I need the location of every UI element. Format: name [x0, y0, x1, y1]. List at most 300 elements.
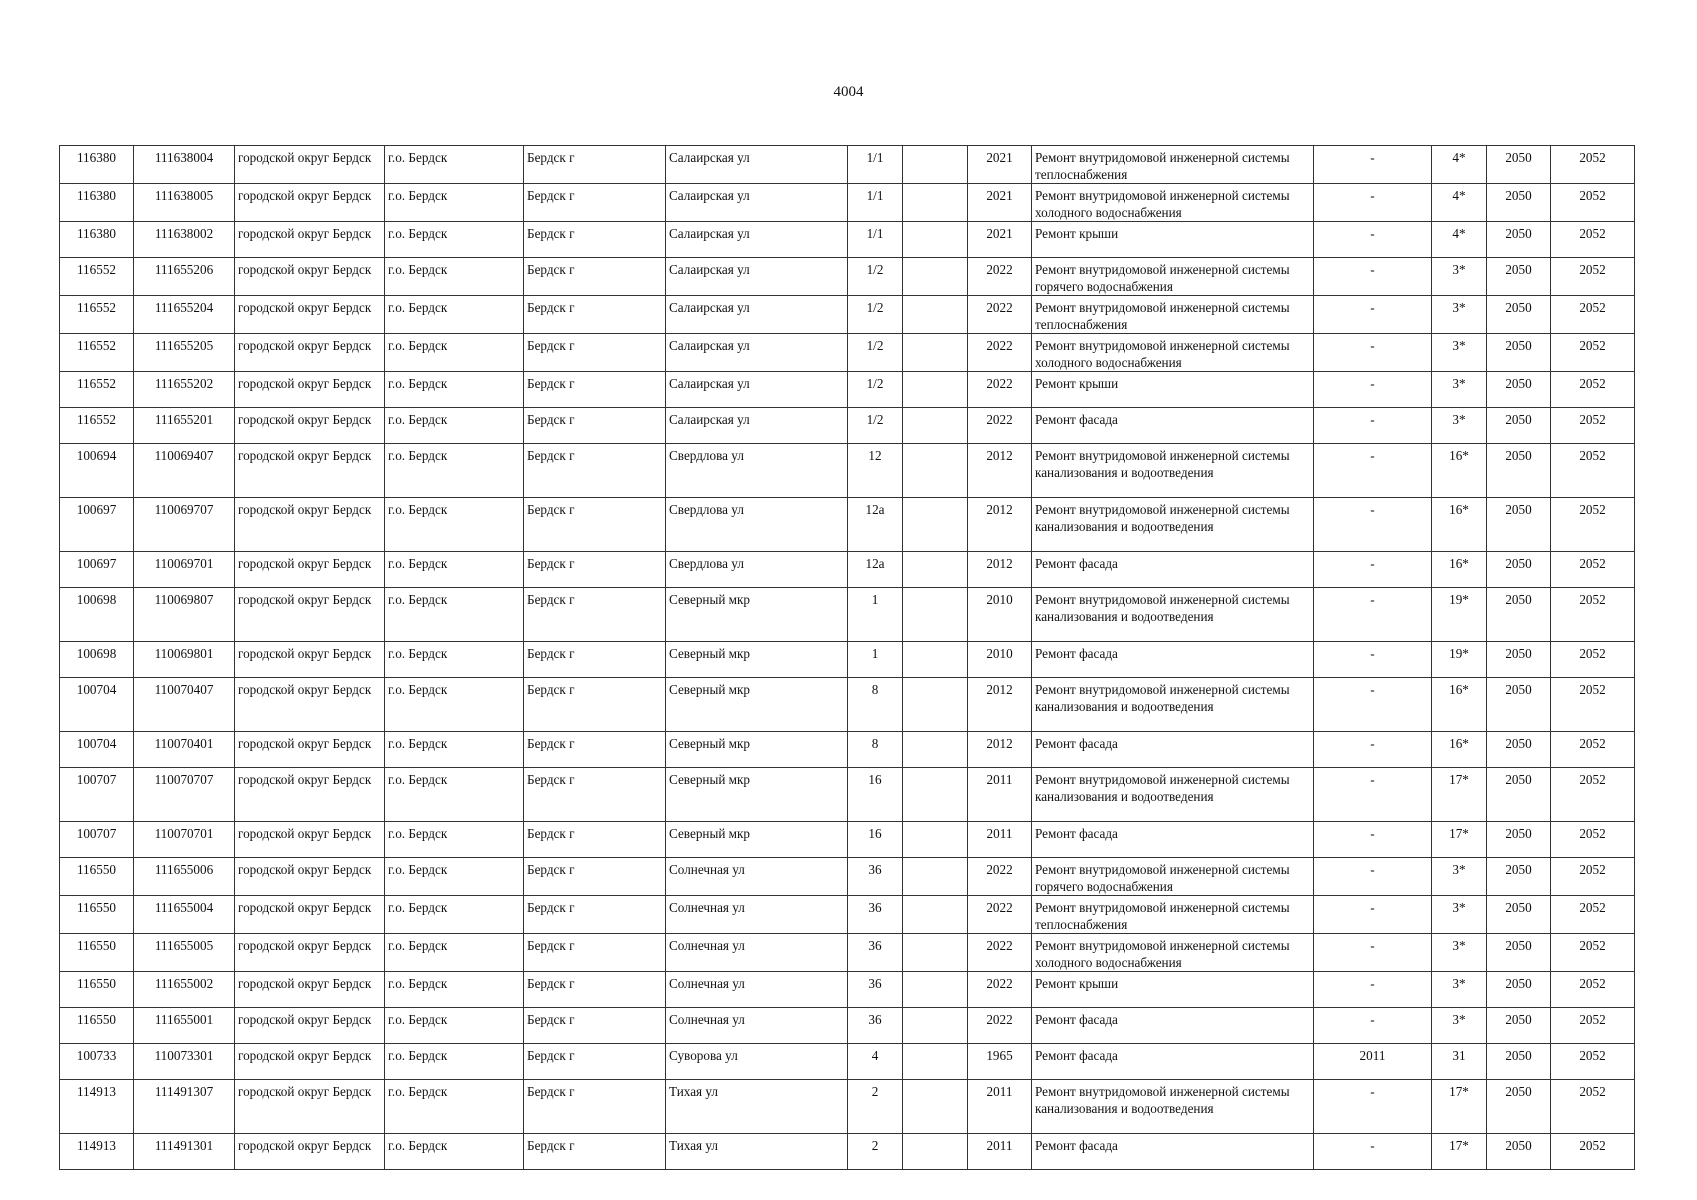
- work-type-cell: Ремонт фасада: [1032, 552, 1314, 588]
- table-row: [60, 334, 1635, 372]
- city-cell: Бердск г: [524, 642, 666, 678]
- plan-start-cell: 2050: [1487, 444, 1551, 498]
- house-id-cell: 116552: [60, 258, 134, 296]
- plan-end-cell: 2052: [1551, 934, 1635, 972]
- work-type-cell: Ремонт фасада: [1032, 642, 1314, 678]
- plan-end-cell: 2052: [1551, 372, 1635, 408]
- plan-end-cell: 2052: [1551, 408, 1635, 444]
- district-cell: городской округ Бердск: [235, 972, 385, 1008]
- city-cell: Бердск г: [524, 1134, 666, 1170]
- last-repair-cell: -: [1314, 552, 1432, 588]
- element-code-cell: 111638005: [134, 184, 235, 222]
- element-code-cell: 111655005: [134, 934, 235, 972]
- wear-cell: 17*: [1432, 1134, 1487, 1170]
- table-row: [60, 822, 1635, 858]
- district-cell: городской округ Бердск: [235, 732, 385, 768]
- building-cell: [903, 1008, 968, 1044]
- house-number-cell: 1/1: [848, 146, 903, 184]
- municipality-cell: г.о. Бердск: [385, 146, 524, 184]
- year-built-cell: 1965: [968, 1044, 1032, 1080]
- city-cell: Бердск г: [524, 678, 666, 732]
- year-built-cell: 2011: [968, 1080, 1032, 1134]
- element-code-cell: 111655206: [134, 258, 235, 296]
- table-row: [60, 1080, 1635, 1134]
- last-repair-cell: -: [1314, 408, 1432, 444]
- district-cell: городской округ Бердск: [235, 184, 385, 222]
- plan-end-cell: 2052: [1551, 498, 1635, 552]
- last-repair-cell: -: [1314, 334, 1432, 372]
- building-cell: [903, 1080, 968, 1134]
- house-number-cell: 8: [848, 732, 903, 768]
- city-cell: Бердск г: [524, 296, 666, 334]
- plan-end-cell: 2052: [1551, 768, 1635, 822]
- table-row: [60, 222, 1635, 258]
- element-code-cell: 110069707: [134, 498, 235, 552]
- wear-cell: 3*: [1432, 334, 1487, 372]
- district-cell: городской округ Бердск: [235, 934, 385, 972]
- house-id-cell: 116380: [60, 222, 134, 258]
- street-cell: Салаирская ул: [666, 296, 848, 334]
- house-id-cell: 116552: [60, 334, 134, 372]
- plan-end-cell: 2052: [1551, 896, 1635, 934]
- building-cell: [903, 858, 968, 896]
- district-cell: городской округ Бердск: [235, 1044, 385, 1080]
- building-cell: [903, 444, 968, 498]
- house-id-cell: 116380: [60, 146, 134, 184]
- street-cell: Солнечная ул: [666, 858, 848, 896]
- house-id-cell: 100707: [60, 822, 134, 858]
- city-cell: Бердск г: [524, 1044, 666, 1080]
- year-built-cell: 2012: [968, 732, 1032, 768]
- house-id-cell: 116550: [60, 934, 134, 972]
- year-built-cell: 2021: [968, 222, 1032, 258]
- wear-cell: 3*: [1432, 858, 1487, 896]
- work-type-cell: Ремонт крыши: [1032, 222, 1314, 258]
- plan-start-cell: 2050: [1487, 972, 1551, 1008]
- last-repair-cell: -: [1314, 732, 1432, 768]
- district-cell: городской округ Бердск: [235, 222, 385, 258]
- year-built-cell: 2022: [968, 408, 1032, 444]
- wear-cell: 3*: [1432, 372, 1487, 408]
- element-code-cell: 110069801: [134, 642, 235, 678]
- element-code-cell: 111655202: [134, 372, 235, 408]
- last-repair-cell: -: [1314, 642, 1432, 678]
- plan-end-cell: 2052: [1551, 184, 1635, 222]
- plan-start-cell: 2050: [1487, 678, 1551, 732]
- table-row: [60, 372, 1635, 408]
- house-id-cell: 114913: [60, 1080, 134, 1134]
- table-row: [60, 678, 1635, 732]
- plan-start-cell: 2050: [1487, 258, 1551, 296]
- year-built-cell: 2022: [968, 372, 1032, 408]
- building-cell: [903, 934, 968, 972]
- last-repair-cell: -: [1314, 258, 1432, 296]
- district-cell: городской округ Бердск: [235, 498, 385, 552]
- last-repair-cell: -: [1314, 1080, 1432, 1134]
- plan-start-cell: 2050: [1487, 222, 1551, 258]
- year-built-cell: 2022: [968, 896, 1032, 934]
- wear-cell: 3*: [1432, 296, 1487, 334]
- last-repair-cell: -: [1314, 588, 1432, 642]
- plan-end-cell: 2052: [1551, 222, 1635, 258]
- table-row: [60, 1044, 1635, 1080]
- house-number-cell: 2: [848, 1134, 903, 1170]
- house-number-cell: 1: [848, 588, 903, 642]
- city-cell: Бердск г: [524, 1008, 666, 1044]
- wear-cell: 17*: [1432, 768, 1487, 822]
- plan-start-cell: 2050: [1487, 822, 1551, 858]
- municipality-cell: г.о. Бердск: [385, 184, 524, 222]
- municipality-cell: г.о. Бердск: [385, 588, 524, 642]
- year-built-cell: 2022: [968, 334, 1032, 372]
- house-number-cell: 8: [848, 678, 903, 732]
- house-number-cell: 1/1: [848, 222, 903, 258]
- element-code-cell: 111655001: [134, 1008, 235, 1044]
- district-cell: городской округ Бердск: [235, 678, 385, 732]
- city-cell: Бердск г: [524, 184, 666, 222]
- municipality-cell: г.о. Бердск: [385, 222, 524, 258]
- work-type-cell: Ремонт внутридомовой инженерной системы холодного водоснабжения: [1032, 334, 1314, 372]
- building-cell: [903, 1134, 968, 1170]
- street-cell: Северный мкр: [666, 588, 848, 642]
- street-cell: Салаирская ул: [666, 334, 848, 372]
- municipality-cell: г.о. Бердск: [385, 1044, 524, 1080]
- last-repair-cell: -: [1314, 934, 1432, 972]
- element-code-cell: 111655204: [134, 296, 235, 334]
- element-code-cell: 111655002: [134, 972, 235, 1008]
- element-code-cell: 111491307: [134, 1080, 235, 1134]
- house-number-cell: 36: [848, 934, 903, 972]
- plan-start-cell: 2050: [1487, 642, 1551, 678]
- last-repair-cell: -: [1314, 184, 1432, 222]
- municipality-cell: г.о. Бердск: [385, 642, 524, 678]
- municipality-cell: г.о. Бердск: [385, 498, 524, 552]
- plan-end-cell: 2052: [1551, 1134, 1635, 1170]
- house-id-cell: 116552: [60, 296, 134, 334]
- plan-start-cell: 2050: [1487, 296, 1551, 334]
- element-code-cell: 111655006: [134, 858, 235, 896]
- district-cell: городской округ Бердск: [235, 896, 385, 934]
- plan-start-cell: 2050: [1487, 184, 1551, 222]
- district-cell: городской округ Бердск: [235, 372, 385, 408]
- plan-start-cell: 2050: [1487, 732, 1551, 768]
- year-built-cell: 2010: [968, 642, 1032, 678]
- wear-cell: 3*: [1432, 934, 1487, 972]
- last-repair-cell: -: [1314, 372, 1432, 408]
- work-type-cell: Ремонт внутридомовой инженерной системы теплоснабжения: [1032, 146, 1314, 184]
- plan-start-cell: 2050: [1487, 1134, 1551, 1170]
- building-cell: [903, 1044, 968, 1080]
- plan-start-cell: 2050: [1487, 146, 1551, 184]
- city-cell: Бердск г: [524, 552, 666, 588]
- municipality-cell: г.о. Бердск: [385, 858, 524, 896]
- wear-cell: 19*: [1432, 588, 1487, 642]
- year-built-cell: 2022: [968, 858, 1032, 896]
- plan-end-cell: 2052: [1551, 552, 1635, 588]
- plan-end-cell: 2052: [1551, 642, 1635, 678]
- municipality-cell: г.о. Бердск: [385, 552, 524, 588]
- city-cell: Бердск г: [524, 972, 666, 1008]
- year-built-cell: 2012: [968, 678, 1032, 732]
- plan-start-cell: 2050: [1487, 498, 1551, 552]
- table-row: [60, 498, 1635, 552]
- wear-cell: 17*: [1432, 822, 1487, 858]
- house-id-cell: 116550: [60, 858, 134, 896]
- work-type-cell: Ремонт внутридомовой инженерной системы горячего водоснабжения: [1032, 858, 1314, 896]
- municipality-cell: г.о. Бердск: [385, 372, 524, 408]
- street-cell: Свердлова ул: [666, 444, 848, 498]
- district-cell: городской округ Бердск: [235, 552, 385, 588]
- plan-end-cell: 2052: [1551, 732, 1635, 768]
- city-cell: Бердск г: [524, 732, 666, 768]
- element-code-cell: 111655205: [134, 334, 235, 372]
- building-cell: [903, 408, 968, 444]
- element-code-cell: 110069407: [134, 444, 235, 498]
- municipality-cell: г.о. Бердск: [385, 408, 524, 444]
- table-row: [60, 552, 1635, 588]
- work-type-cell: Ремонт фасада: [1032, 408, 1314, 444]
- plan-end-cell: 2052: [1551, 1080, 1635, 1134]
- house-number-cell: 12а: [848, 552, 903, 588]
- house-id-cell: 116552: [60, 408, 134, 444]
- house-id-cell: 100698: [60, 588, 134, 642]
- element-code-cell: 111655004: [134, 896, 235, 934]
- district-cell: городской округ Бердск: [235, 146, 385, 184]
- wear-cell: 16*: [1432, 498, 1487, 552]
- table-row: [60, 444, 1635, 498]
- district-cell: городской округ Бердск: [235, 1080, 385, 1134]
- house-number-cell: 1: [848, 642, 903, 678]
- building-cell: [903, 642, 968, 678]
- plan-start-cell: 2050: [1487, 408, 1551, 444]
- wear-cell: 31: [1432, 1044, 1487, 1080]
- last-repair-cell: -: [1314, 768, 1432, 822]
- table-row: [60, 1008, 1635, 1044]
- work-type-cell: Ремонт внутридомовой инженерной системы канализования и водоотведения: [1032, 768, 1314, 822]
- municipality-cell: г.о. Бердск: [385, 1134, 524, 1170]
- street-cell: Северный мкр: [666, 732, 848, 768]
- street-cell: Солнечная ул: [666, 896, 848, 934]
- house-id-cell: 100694: [60, 444, 134, 498]
- table-row: [60, 1134, 1635, 1170]
- element-code-cell: 110070407: [134, 678, 235, 732]
- house-number-cell: 36: [848, 896, 903, 934]
- municipality-cell: г.о. Бердск: [385, 258, 524, 296]
- element-code-cell: 110070401: [134, 732, 235, 768]
- wear-cell: 3*: [1432, 896, 1487, 934]
- city-cell: Бердск г: [524, 408, 666, 444]
- plan-end-cell: 2052: [1551, 444, 1635, 498]
- plan-end-cell: 2052: [1551, 972, 1635, 1008]
- table-row: [60, 896, 1635, 934]
- work-type-cell: Ремонт внутридомовой инженерной системы теплоснабжения: [1032, 896, 1314, 934]
- table-row: [60, 296, 1635, 334]
- house-id-cell: 100704: [60, 732, 134, 768]
- street-cell: Солнечная ул: [666, 972, 848, 1008]
- work-type-cell: Ремонт фасада: [1032, 1008, 1314, 1044]
- house-number-cell: 2: [848, 1080, 903, 1134]
- work-type-cell: Ремонт внутридомовой инженерной системы канализования и водоотведения: [1032, 498, 1314, 552]
- municipality-cell: г.о. Бердск: [385, 334, 524, 372]
- building-cell: [903, 732, 968, 768]
- plan-end-cell: 2052: [1551, 146, 1635, 184]
- wear-cell: 16*: [1432, 732, 1487, 768]
- last-repair-cell: -: [1314, 858, 1432, 896]
- work-type-cell: Ремонт фасада: [1032, 1044, 1314, 1080]
- work-type-cell: Ремонт внутридомовой инженерной системы теплоснабжения: [1032, 296, 1314, 334]
- street-cell: Суворова ул: [666, 1044, 848, 1080]
- plan-start-cell: 2050: [1487, 1044, 1551, 1080]
- house-id-cell: 114913: [60, 1134, 134, 1170]
- building-cell: [903, 222, 968, 258]
- element-code-cell: 110070701: [134, 822, 235, 858]
- city-cell: Бердск г: [524, 258, 666, 296]
- plan-start-cell: 2050: [1487, 768, 1551, 822]
- wear-cell: 3*: [1432, 258, 1487, 296]
- house-number-cell: 1/2: [848, 296, 903, 334]
- house-number-cell: 12: [848, 444, 903, 498]
- house-id-cell: 116550: [60, 972, 134, 1008]
- house-number-cell: 1/2: [848, 258, 903, 296]
- municipality-cell: г.о. Бердск: [385, 972, 524, 1008]
- street-cell: Салаирская ул: [666, 258, 848, 296]
- element-code-cell: 111638002: [134, 222, 235, 258]
- city-cell: Бердск г: [524, 896, 666, 934]
- element-code-cell: 111638004: [134, 146, 235, 184]
- house-number-cell: 36: [848, 858, 903, 896]
- city-cell: Бердск г: [524, 588, 666, 642]
- year-built-cell: 2012: [968, 444, 1032, 498]
- building-cell: [903, 296, 968, 334]
- wear-cell: 16*: [1432, 444, 1487, 498]
- street-cell: Тихая ул: [666, 1134, 848, 1170]
- house-number-cell: 1/2: [848, 408, 903, 444]
- street-cell: Салаирская ул: [666, 222, 848, 258]
- house-number-cell: 16: [848, 822, 903, 858]
- building-cell: [903, 768, 968, 822]
- last-repair-cell: -: [1314, 222, 1432, 258]
- work-type-cell: Ремонт внутридомовой инженерной системы холодного водоснабжения: [1032, 184, 1314, 222]
- work-type-cell: Ремонт крыши: [1032, 972, 1314, 1008]
- element-code-cell: 111655201: [134, 408, 235, 444]
- work-type-cell: Ремонт крыши: [1032, 372, 1314, 408]
- municipality-cell: г.о. Бердск: [385, 296, 524, 334]
- house-number-cell: 16: [848, 768, 903, 822]
- plan-end-cell: 2052: [1551, 822, 1635, 858]
- house-id-cell: 100698: [60, 642, 134, 678]
- work-type-cell: Ремонт внутридомовой инженерной системы канализования и водоотведения: [1032, 588, 1314, 642]
- street-cell: Салаирская ул: [666, 146, 848, 184]
- municipality-cell: г.о. Бердск: [385, 678, 524, 732]
- wear-cell: 16*: [1432, 552, 1487, 588]
- work-type-cell: Ремонт внутридомовой инженерной системы холодного водоснабжения: [1032, 934, 1314, 972]
- work-type-cell: Ремонт внутридомовой инженерной системы канализования и водоотведения: [1032, 1080, 1314, 1134]
- house-id-cell: 100733: [60, 1044, 134, 1080]
- wear-cell: 4*: [1432, 184, 1487, 222]
- district-cell: городской округ Бердск: [235, 768, 385, 822]
- year-built-cell: 2012: [968, 498, 1032, 552]
- house-number-cell: 36: [848, 1008, 903, 1044]
- plan-end-cell: 2052: [1551, 1008, 1635, 1044]
- last-repair-cell: 2011: [1314, 1044, 1432, 1080]
- building-cell: [903, 822, 968, 858]
- street-cell: Северный мкр: [666, 768, 848, 822]
- plan-end-cell: 2052: [1551, 678, 1635, 732]
- plan-start-cell: 2050: [1487, 934, 1551, 972]
- wear-cell: 16*: [1432, 678, 1487, 732]
- plan-start-cell: 2050: [1487, 334, 1551, 372]
- building-cell: [903, 372, 968, 408]
- city-cell: Бердск г: [524, 222, 666, 258]
- house-id-cell: 100704: [60, 678, 134, 732]
- year-built-cell: 2012: [968, 552, 1032, 588]
- city-cell: Бердск г: [524, 768, 666, 822]
- year-built-cell: 2022: [968, 934, 1032, 972]
- municipality-cell: г.о. Бердск: [385, 732, 524, 768]
- table-row: [60, 972, 1635, 1008]
- district-cell: городской округ Бердск: [235, 334, 385, 372]
- district-cell: городской округ Бердск: [235, 408, 385, 444]
- table-row: [60, 768, 1635, 822]
- table-row: [60, 642, 1635, 678]
- house-number-cell: 12а: [848, 498, 903, 552]
- house-id-cell: 116550: [60, 896, 134, 934]
- municipality-cell: г.о. Бердск: [385, 768, 524, 822]
- street-cell: Северный мкр: [666, 678, 848, 732]
- district-cell: городской округ Бердск: [235, 1134, 385, 1170]
- city-cell: Бердск г: [524, 498, 666, 552]
- table-row: [60, 732, 1635, 768]
- district-cell: городской округ Бердск: [235, 258, 385, 296]
- municipality-cell: г.о. Бердск: [385, 444, 524, 498]
- house-id-cell: 100697: [60, 552, 134, 588]
- city-cell: Бердск г: [524, 1080, 666, 1134]
- year-built-cell: 2011: [968, 822, 1032, 858]
- wear-cell: 3*: [1432, 408, 1487, 444]
- street-cell: Северный мкр: [666, 642, 848, 678]
- district-cell: городской округ Бердск: [235, 1008, 385, 1044]
- last-repair-cell: -: [1314, 896, 1432, 934]
- element-code-cell: 110069701: [134, 552, 235, 588]
- table-row: [60, 934, 1635, 972]
- city-cell: Бердск г: [524, 822, 666, 858]
- year-built-cell: 2011: [968, 768, 1032, 822]
- house-number-cell: 4: [848, 1044, 903, 1080]
- work-type-cell: Ремонт внутридомовой инженерной системы канализования и водоотведения: [1032, 678, 1314, 732]
- registry-body: [60, 146, 1635, 1170]
- district-cell: городской округ Бердск: [235, 642, 385, 678]
- city-cell: Бердск г: [524, 372, 666, 408]
- street-cell: Северный мкр: [666, 822, 848, 858]
- plan-end-cell: 2052: [1551, 334, 1635, 372]
- city-cell: Бердск г: [524, 146, 666, 184]
- street-cell: Свердлова ул: [666, 552, 848, 588]
- wear-cell: 3*: [1432, 972, 1487, 1008]
- year-built-cell: 2022: [968, 296, 1032, 334]
- plan-start-cell: 2050: [1487, 858, 1551, 896]
- page-number: 4004: [833, 84, 864, 100]
- building-cell: [903, 258, 968, 296]
- plan-start-cell: 2050: [1487, 372, 1551, 408]
- district-cell: городской округ Бердск: [235, 822, 385, 858]
- year-built-cell: 2022: [968, 972, 1032, 1008]
- building-cell: [903, 896, 968, 934]
- last-repair-cell: -: [1314, 972, 1432, 1008]
- wear-cell: 19*: [1432, 642, 1487, 678]
- last-repair-cell: -: [1314, 1008, 1432, 1044]
- last-repair-cell: -: [1314, 444, 1432, 498]
- house-number-cell: 1/2: [848, 372, 903, 408]
